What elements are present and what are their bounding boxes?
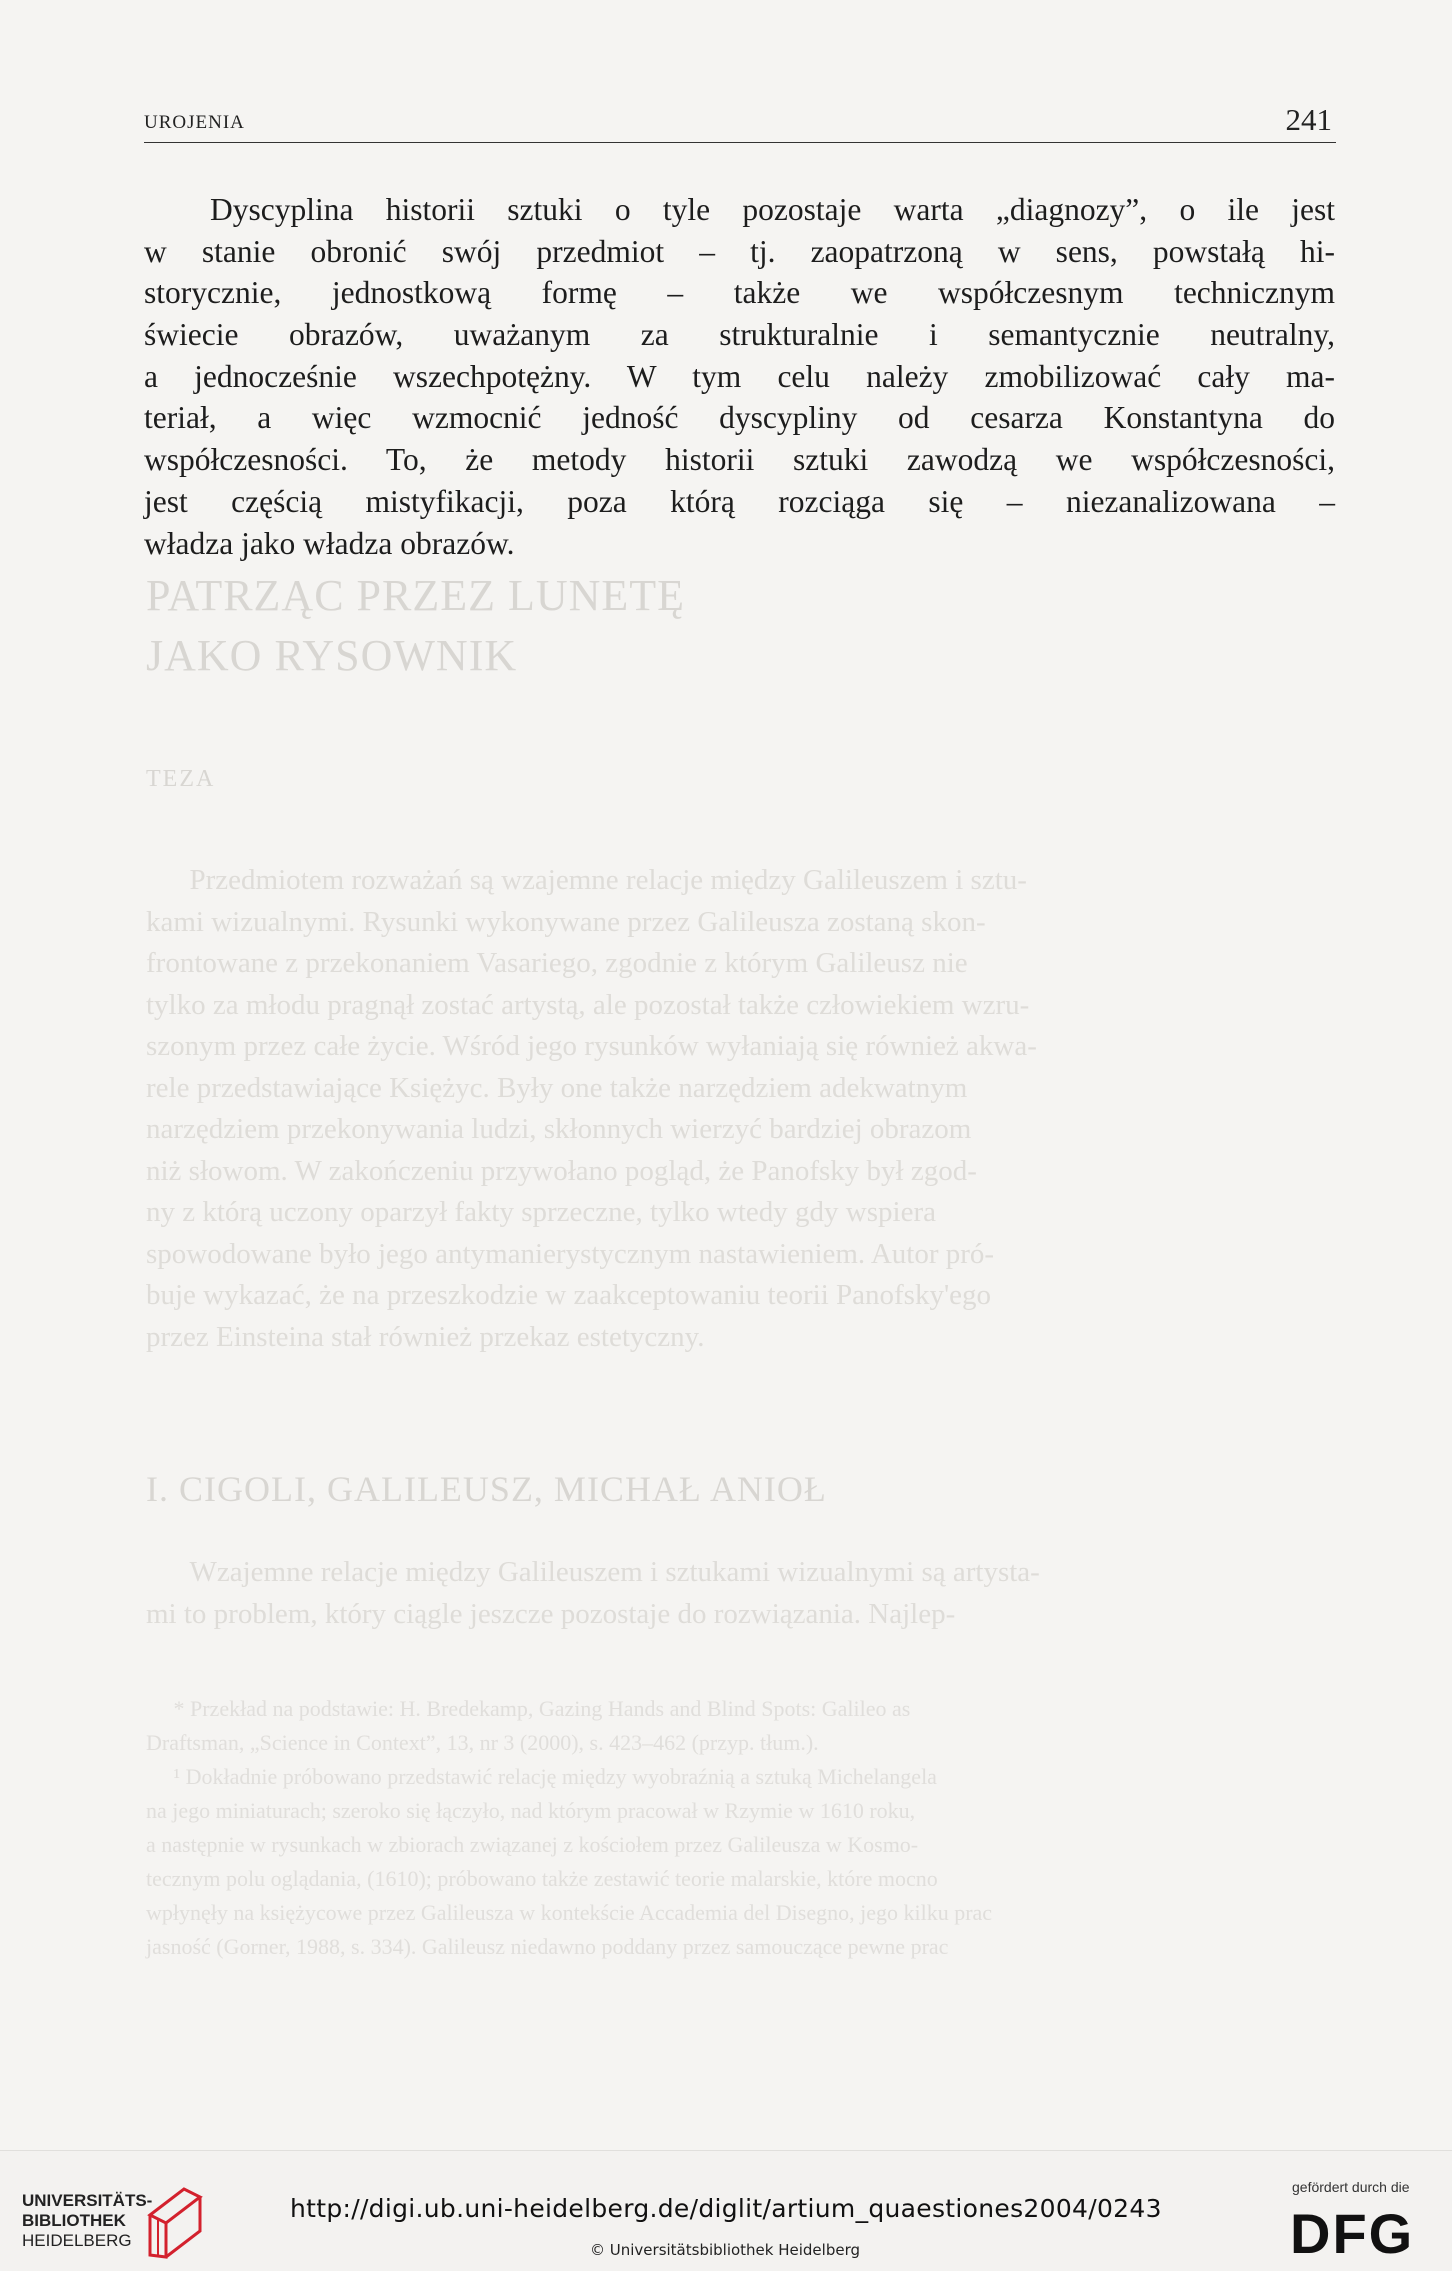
library-name — [22, 2191, 152, 2251]
paragraph-line: współczesności. To, że metody historii sztuki zawodzą we współczesności, — [144, 442, 1335, 478]
show-through-heading: PATRZĄC PRZEZ LUNETĘ — [146, 571, 686, 620]
show-through-paragraph: Przedmiotem rozważań są wzajemne relacje między Galileuszem i sztu- kami wizualnymi. Rysunki wykonywane przez Galileusza zostaną skon- frontowane z przekonaniem Vasariego, zgodnie z którym Galileusz nie tylko za młodu pragnął zostać artystą, ale pozostał także człowiekiem wzru- szonym przez całe życie. Wśród jego rysunków wyłaniają się również akwa- rele przedstawiające Księżyc. Były one także narzędziem adekwatnym narzędziem przekonywania ludzi, skłonnych wierzyć bardziej obrazom niż słowom. W zakończeniu przywołano pogląd, że Panofsky był zgod- ny z którą uczony oparzył fakty sprzeczne, tylko wtedy gdy wspiera spowodowane było jego antymanierystycznym nastawieniem. Autor pró- buje wykazać, że na przeszkodzie w zaakceptowaniu teorii Panofsky'ego przez Einsteina stał również przekaz estetyczny. — [146, 864, 1037, 1353]
main-paragraph — [144, 189, 1335, 564]
paragraph-line: storycznie, jednostkową formę – także we współczesnym technicznym — [144, 275, 1335, 311]
funded-by-label: gefördert durch die — [1292, 2179, 1410, 2195]
library-logo-icon — [144, 2185, 204, 2261]
library-name-line: HEIDELBERG — [22, 2231, 132, 2250]
digitization-footer — [0, 2150, 1452, 2271]
permalink-url[interactable]: http://digi.ub.uni-heidelberg.de/diglit/artium_quaestiones2004/0243 — [290, 2194, 1162, 2223]
paragraph-line: a jednocześnie wszechpotężny. W tym celu należy zmobilizować cały ma- — [144, 358, 1335, 394]
paragraph-line: świecie obrazów, uważanym za strukturalnie i semantycznie neutralny, — [144, 317, 1335, 353]
paragraph-line: w stanie obronić swój przedmiot – tj. zaopatrzoną w sens, powstałą hi- — [144, 233, 1335, 269]
show-through-paragraph-2: Wzajemne relacje między Galileuszem i sztukami wizualnymi są artysta- mi to problem, który ciągle jeszcze pozostaje do rozwiązania. Najlep- — [146, 1556, 1040, 1630]
running-header — [144, 96, 1336, 143]
dfg-logo-icon — [1290, 2203, 1430, 2259]
running-title: UROJENIA — [144, 112, 245, 133]
paragraph-line: jest częścią mistyfikacji, poza którą rozciąga się – niezanalizowana – — [144, 483, 1335, 519]
paragraph-line: władza jako władza obrazów. — [144, 525, 515, 561]
paragraph-line: teriał, a więc wzmocnić jedność dyscypliny od cesarza Konstantyna do — [144, 400, 1335, 436]
show-through-section-title: I. CIGOLI, GALILEUSZ, MICHAŁ ANIOŁ — [146, 1469, 827, 1509]
library-name-line: UNIVERSITÄTS- — [22, 2191, 153, 2210]
show-through-subheading: TEZA — [146, 766, 216, 792]
page-number: 241 — [1285, 102, 1332, 137]
dfg-logo-text: DFG — [1290, 2203, 1415, 2259]
show-through-heading-2: JAKO RYSOWNIK — [146, 631, 518, 680]
library-name-line: BIBLIOTHEK — [22, 2211, 126, 2230]
copyright-notice: © Universitätsbibliothek Heidelberg — [590, 2241, 861, 2259]
show-through-footnotes: * Przekład na podstawie: H. Bredekamp, Gazing Hands and Blind Spots: Galileo as Draftsman, „Science in Context”, 13, nr 3 (2000), s. 423–462 (przyp. tłum.). ¹ Dokładnie próbowano przedstawić relację między wyobraźnią a sztuką Michelangela na jego miniaturach; szeroko się łączyło, nad którym pracował w Rzymie w 1610 roku, a następnie w rysunkach w zbiorach związanej z kościołem przez Galileusza w Kosmo- tecznym polu oglądania, (1610); próbowano także zestawić teorie malarskie, które mocno wpłynęły na księżycowe przez Galileusza w kontekście Accademia del Disegno, jego kilku prac jasność (Gorner, 1988, s. 334). Galileusz niedawno poddany przez samouczące pewne prac — [146, 1696, 993, 1959]
paragraph-line: Dyscyplina historii sztuki o tyle pozostaje warta „diagnozy”, o ile jest — [210, 192, 1335, 227]
